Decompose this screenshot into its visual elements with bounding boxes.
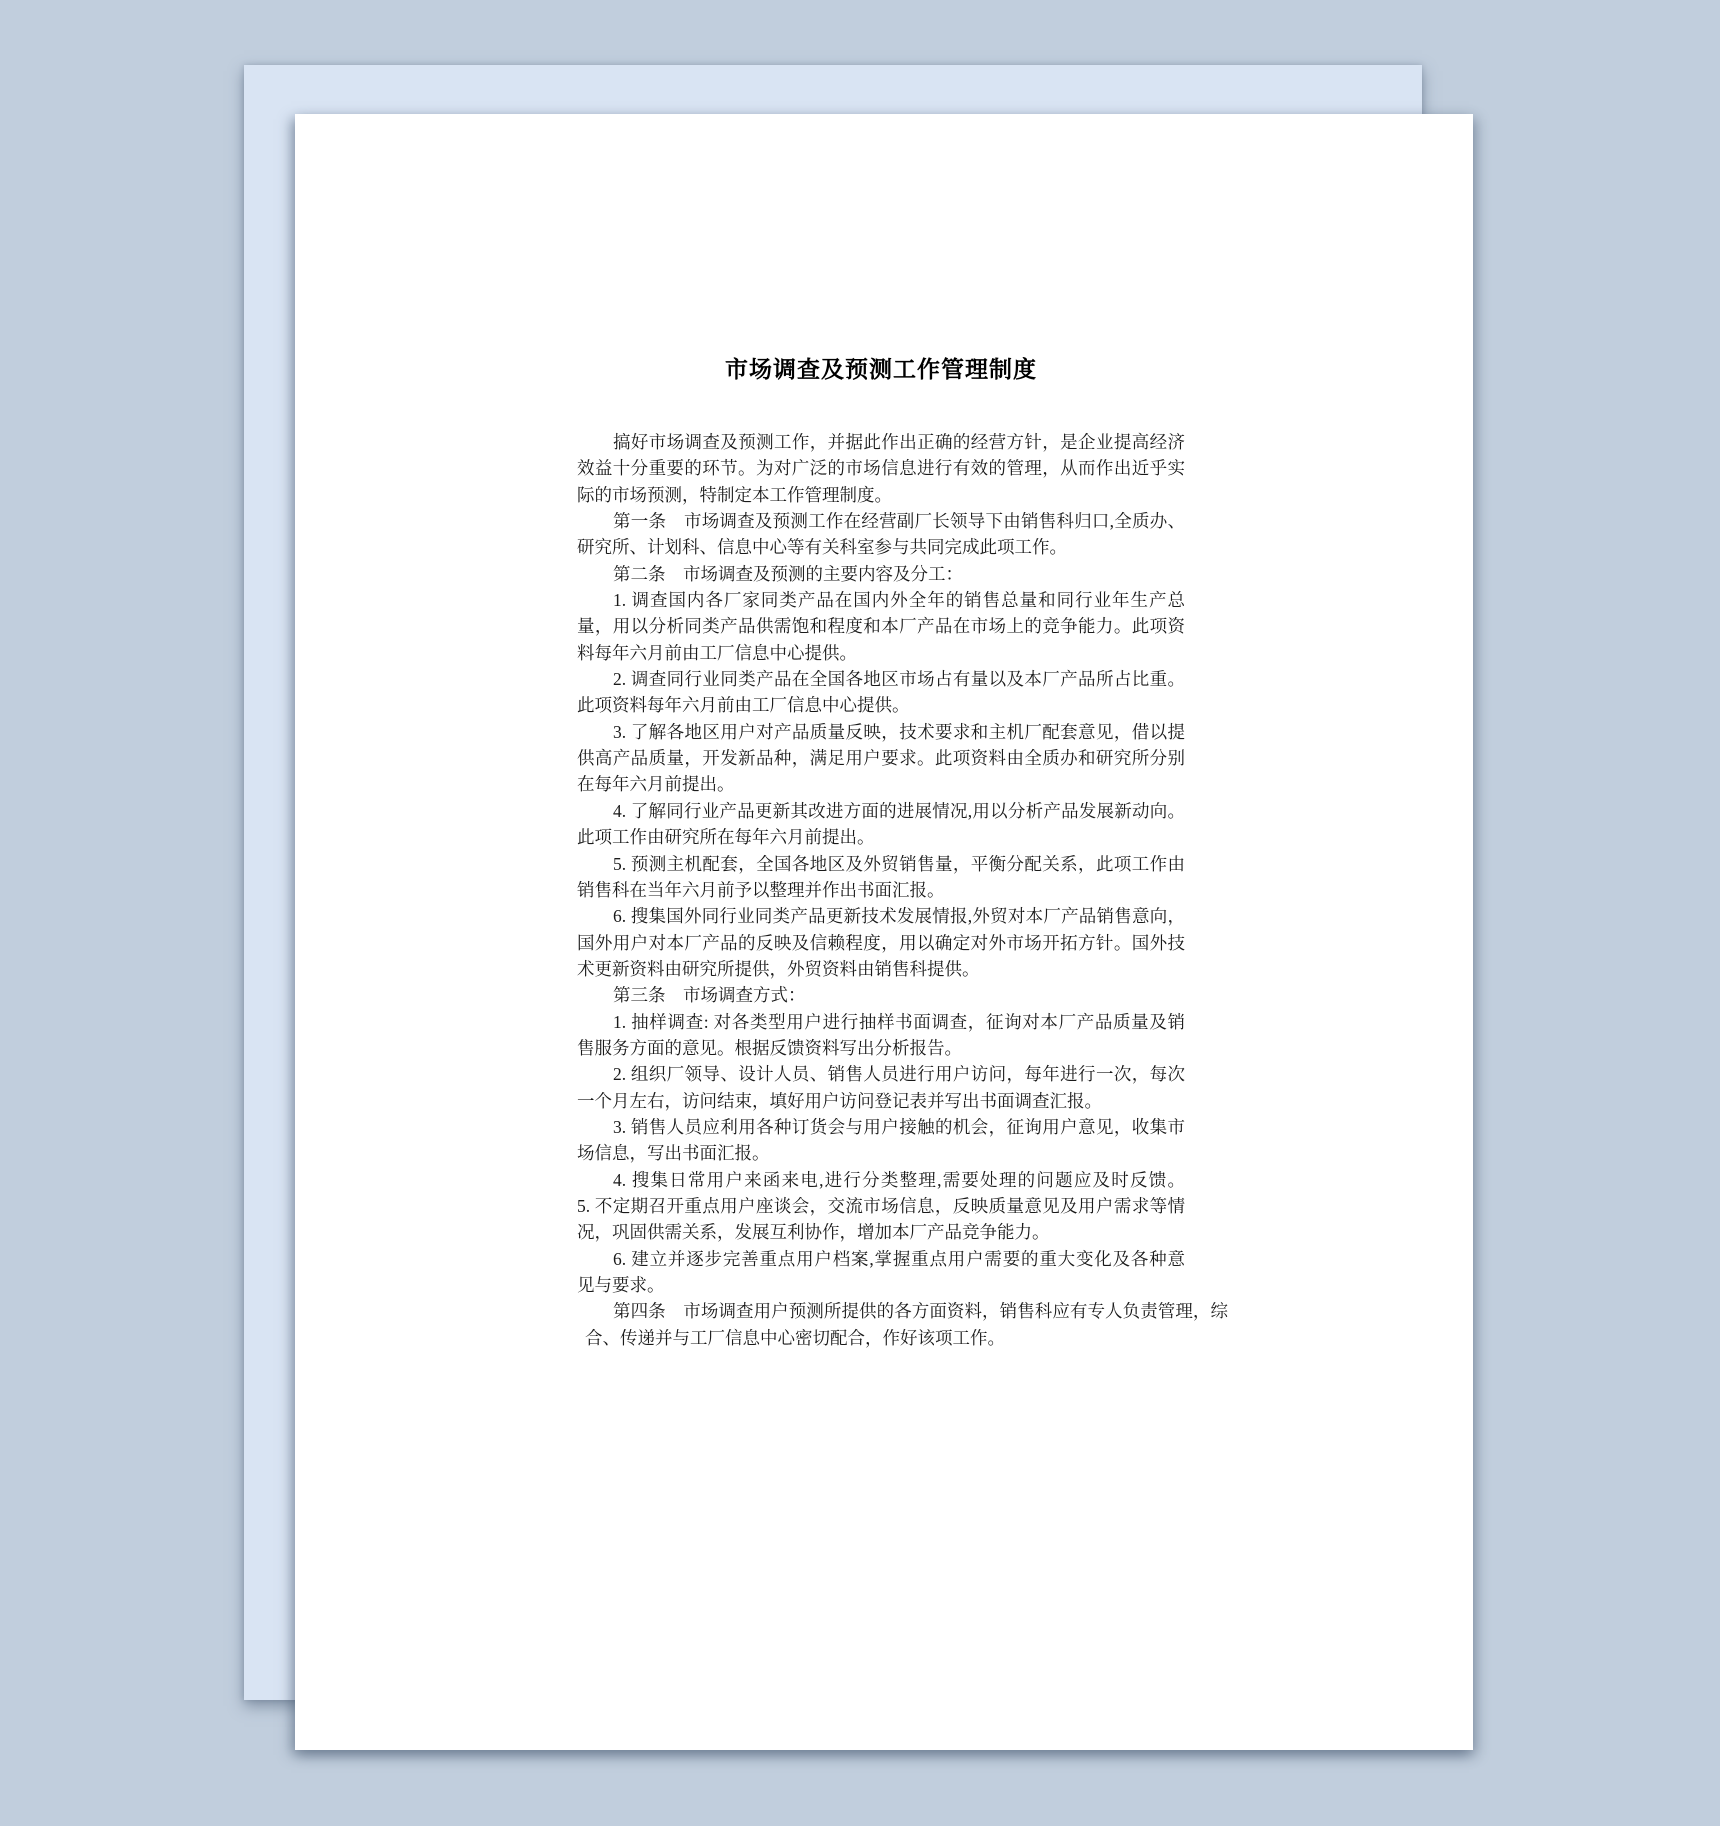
text-line: 效益十分重要的环节。为对广泛的市场信息进行有效的管理，从而作出近乎实 (577, 458, 1185, 479)
text-line: 售服务方面的意见。根据反馈资料写出分析报告。 (577, 1037, 962, 1058)
document-page (295, 114, 1473, 1750)
document-title: 市场调查及预测工作管理制度 (725, 357, 1037, 382)
paragraph (577, 851, 1185, 904)
paragraph (577, 719, 1185, 798)
text-line: 此项工作由研究所在每年六月前提出。 (577, 827, 875, 848)
text-line: 合、传递并与工厂信息中心密切配合，作好该项工作。 (585, 1327, 1005, 1348)
paragraph (577, 1167, 1185, 1193)
paragraph (577, 429, 1185, 508)
text-line: 搞好市场调查及预测工作，并据此作出正确的经营方针，是企业提高经济 (613, 432, 1185, 452)
text-line: 国外用户对本厂产品的反映及信赖程度，用以确定对外市场开拓方针。国外技 (577, 932, 1185, 953)
document-body (577, 429, 1228, 1351)
text-line: 6. 搜集国外同行业同类产品更新技术发展情报,外贸对本厂产品销售意向， (613, 906, 1185, 927)
paragraph (577, 982, 1185, 1008)
text-line: 3. 销售人员应利用各种订货会与用户接触的机会，征询用户意见，收集市 (613, 1116, 1185, 1137)
paragraph (577, 1246, 1185, 1299)
text-line: 第四条 市场调查用户预测所提供的各方面资料，销售科应有专人负责管理，综 (613, 1301, 1228, 1322)
text-line: 供高产品质量，开发新品种，满足用户要求。此项资料由全质办和研究所分别 (577, 748, 1185, 769)
paragraph (577, 903, 1185, 982)
text-line: 料每年六月前由工厂信息中心提供。 (577, 642, 857, 663)
text-line: 2. 组织厂领导、设计人员、销售人员进行用户访问，每年进行一次，每次 (613, 1064, 1185, 1085)
paragraph (577, 587, 1185, 666)
text-line: 5. 预测主机配套，全国各地区及外贸销售量，平衡分配关系，此项工作由 (613, 853, 1185, 874)
text-line: 此项资料每年六月前由工厂信息中心提供。 (577, 695, 910, 716)
paragraph (577, 666, 1185, 719)
paragraph (577, 1009, 1185, 1062)
text-line: 况，巩固供需关系，发展互利协作，增加本厂产品竞争能力。 (577, 1222, 1050, 1243)
text-line: 3. 了解各地区用户对产品质量反映，技术要求和主机厂配套意见，借以提 (613, 721, 1185, 742)
text-line: 1. 调查国内各厂家同类产品在国内外全年的销售总量和同行业年生产总 (613, 590, 1185, 611)
paragraph (577, 1114, 1185, 1167)
text-line: 6. 建立并逐步完善重点用户档案,掌握重点用户需要的重大变化及各种意 (613, 1248, 1185, 1269)
text-line: 5. 不定期召开重点用户座谈会，交流市场信息，反映质量意见及用户需求等情 (577, 1195, 1185, 1216)
text-line: 量，用以分析同类产品供需饱和程度和本厂产品在市场上的竞争能力。此项资 (577, 616, 1185, 637)
paragraph (577, 508, 1185, 561)
text-line: 4. 了解同行业产品更新其改进方面的进展情况,用以分析产品发展新动向。 (613, 800, 1185, 821)
text-line: 际的市场预测，特制定本工作管理制度。 (577, 484, 892, 505)
paragraph (577, 1193, 1185, 1246)
text-line: 在每年六月前提出。 (577, 774, 735, 795)
text-line: 第一条 市场调查及预测工作在经营副厂长领导下由销售科归口,全质办、 (613, 511, 1185, 532)
text-line: 第三条 市场调查方式： (613, 985, 806, 1006)
text-line: 见与要求。 (577, 1275, 665, 1295)
paragraph (577, 1061, 1185, 1114)
paragraph (585, 1298, 1228, 1351)
text-line: 销售科在当年六月前予以整理并作出书面汇报。 (577, 879, 945, 900)
paragraph (577, 798, 1185, 851)
text-line: 4. 搜集日常用户来函来电,进行分类整理,需要处理的问题应及时反馈。 (613, 1169, 1185, 1190)
text-line: 1. 抽样调查: 对各类型用户进行抽样书面调查，征询对本厂产品质量及销 (613, 1011, 1185, 1032)
text-line: 第二条 市场调查及预测的主要内容及分工： (613, 563, 963, 584)
paragraph (577, 561, 1185, 587)
text-line: 研究所、计划科、信息中心等有关科室参与共同完成此项工作。 (577, 537, 1067, 558)
text-line: 2. 调查同行业同类产品在全国各地区市场占有量以及本厂产品所占比重。 (613, 669, 1185, 690)
text-line: 一个月左右，访问结束，填好用户访问登记表并写出书面调查汇报。 (577, 1090, 1102, 1111)
text-line: 术更新资料由研究所提供，外贸资料由销售科提供。 (577, 958, 980, 979)
text-line: 场信息，写出书面汇报。 (577, 1143, 770, 1164)
